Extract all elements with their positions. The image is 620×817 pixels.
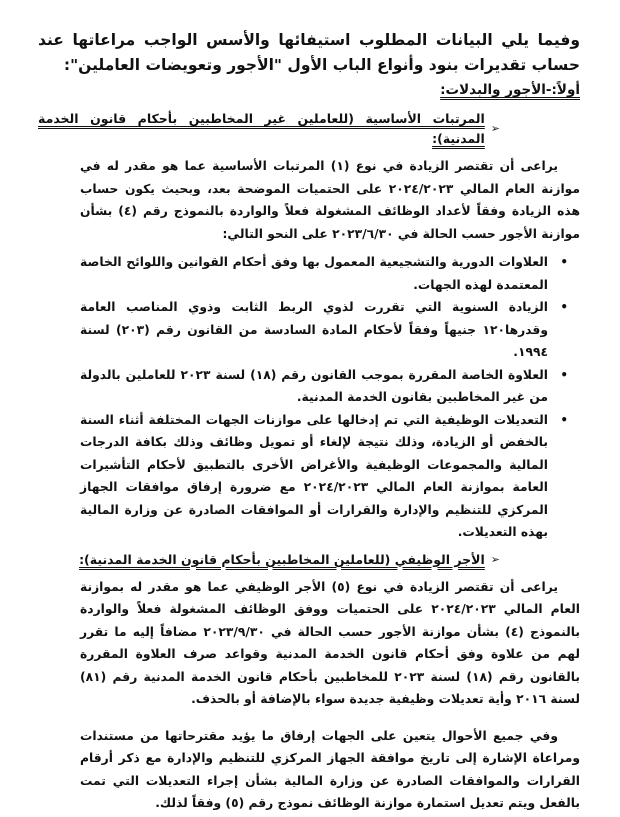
list-item [80,296,580,364]
bullet-icon: • [560,412,568,427]
section-title-text: أولاً:-الأجور والبدلات: [440,82,580,98]
list-item [80,409,580,544]
list-item-text: الزيادة السنوية التي تقررت لذوي الربط الثابت وذوي المناصب العامة وقدرها١٢٠ جنيهاً وفقاً لأحكام المادة السادسة من القانون رقم (٢٠٣) لسنة ١٩٩٤. [80,300,548,359]
list-item [80,251,580,296]
section-title [38,79,580,101]
arrow-bullet-icon: ➢ [490,122,500,135]
subsection-heading-basic-salaries [38,109,580,149]
list-item-text: العلاوة الخاصة المقررة بموجب القانون رقم (١٨) لسنة ٢٠٢٣ للعاملين بالدولة من غير المخاطبين بقانون الخدمة المدنية. [80,367,549,404]
basic-salaries-paragraph: يراعى أن تقتصر الزيادة في نوع (١) المرتبات الأساسية عما هو مقدر له في موازنة العام المالي ٢٠٢٤/٢٠٢٣ على الحتميات الموضحة بعد، وبحيث يكون حساب هذه الزيادة وفقاً لأعداد الوظائف المشغولة فعلاً والواردة بالنموذج رقم (٤) بشأن موازنة الأجور حسب الحالة في ٢٠٢٣/٦/٣٠ على النحو التالي: [80,159,580,241]
job-wage-paragraph: يراعى أن تقتصر الزيادة في نوع (٥) الأجر الوظيفي عما هو مقدر له بموازنة العام المالي ٢٠٢٤/٢٠٢٣ على الحتميات ووفق الوظائف المشغولة فعلاً والواردة بالنموذج (٤) بشأن موازنة الأجور حسب الحالة في ٢٠٢٣/٩/٣٠ مضافاً إليه ما تقرر لهم من علاوة وفق أحكام قانون الخدمة المدنية وقواعد صرف العلاوة المقررة بالقانون رقم (١٨) لسنة ٢٠٢٣ للمخاطبين بأحكام قانون الخدمة المدنية رقم (٨١) لسنة ٢٠١٦ وأية تعديلات وظيفية جديدة سواء بالإضافة أو بالحذف. [80,579,581,706]
bullet-icon: • [560,367,568,382]
basic-salaries-bullet-list [38,251,580,544]
subsection-heading-text: الأجر الوظيفي (للعاملين المخاطبين بأحكام قانون الخدمة المدنية): [79,551,485,567]
closing-paragraph: وفي جميع الأحوال يتعين على الجهات إرفاق ما يؤيد مقترحاتها من مستندات ومراعاة الإشارة إلى تاريخ موافقة الجهاز المركزي للتنظيم والإدارة مع ذكر أرقام القرارات والموافقات الصادرة عن وزارة المالية بشأن إجراء التعديلات التي تمت بالفعل ويتم تعديل استمارة موازنة الوظائف نموذج رقم (٥) وفقاً لذلك. [80,728,580,810]
arrow-bullet-icon: ➢ [490,552,500,566]
list-item [80,364,580,409]
list-item-text: العلاوات الدورية والتشجيعية المعمول بها وفق أحكام القوانين واللوائح الخاصة المعتمدة لهذه الجهات. [80,255,548,292]
subsection-heading-job-wage [38,550,580,570]
intro-paragraph: وفيما يلي البيانات المطلوب استيفائها والأسس الواجب مراعاتها عند حساب تقديرات بنود وأنواع الباب الأول "الأجور وتعويضات العاملين": [38,31,580,74]
bullet-icon: • [560,300,568,314]
bullet-icon: • [560,255,568,269]
list-item-text: التعديلات الوظيفية التي تم إدخالها على موازنات الجهات المختلفة أثناء السنة بالخفض أو الزيادة، وذلك نتيجة لإلغاء أو تمويل وظائف وذلك بكافة الدرجات المالية والمجموعات الوظيفية والأغراض الأخرى بالتطبيق لأحكام التأشيرات العامة بموازنة العام المالي ٢٠٢٤/٢٠٢٣ مع ضرورة إرفاق موافقات الجهاز المركزي للتنظيم والإدارة والقرارات أو الموافقات الصادرة عن وزارة المالية بهذه التعديلات. [80,412,548,539]
subsection-heading-text: المرتبات الأساسية (للعاملين غير المخاطبين بأحكام قانون الخدمة المدنية): [38,111,485,146]
